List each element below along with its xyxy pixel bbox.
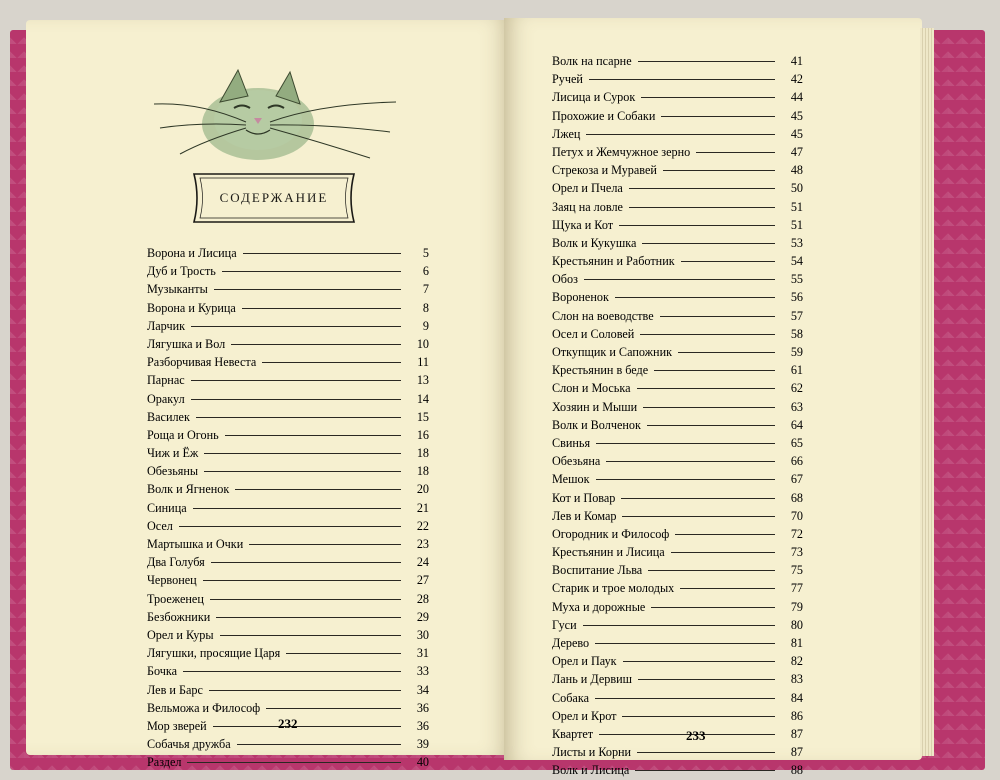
- toc-entry-title: Осел: [147, 518, 173, 533]
- toc-entry-title: Волк и Кукушка: [552, 235, 637, 250]
- toc-entry-page: 75: [790, 563, 803, 578]
- toc-entry-page: 42: [790, 72, 803, 87]
- toc-entry: [552, 198, 803, 216]
- toc-entry-page: 66: [790, 454, 803, 469]
- toc-entry-page: 45: [790, 126, 803, 141]
- toc-entry-title: Ручей: [552, 72, 583, 87]
- toc-entry-page: 16: [416, 427, 429, 442]
- toc-entry-title: Слон на воеводстве: [552, 308, 654, 323]
- leader-dash: [203, 579, 401, 581]
- toc-entry-page: 44: [790, 90, 803, 105]
- leader-dash: [586, 133, 775, 135]
- toc-entry-title: Мартышка и Очки: [147, 537, 244, 551]
- toc-entry: [552, 470, 803, 488]
- toc-entry-title: Музыканты: [147, 282, 208, 297]
- leader-dash: [222, 270, 401, 272]
- leader-dash: [179, 525, 401, 527]
- cat-face-illustration: [150, 62, 400, 172]
- toc-entry: [147, 753, 429, 771]
- toc-entry-title: Роща и Огонь: [147, 427, 219, 442]
- leader-dash: [237, 743, 401, 745]
- toc-entry: [552, 288, 803, 306]
- toc-entry: [552, 434, 803, 452]
- leader-dash: [220, 634, 401, 636]
- leader-dash: [637, 751, 775, 753]
- toc-entry: [147, 408, 429, 426]
- toc-entry-page: 68: [790, 490, 803, 505]
- leader-dash: [681, 260, 775, 262]
- toc-entry-page: 83: [790, 672, 803, 687]
- leader-dash: [242, 307, 401, 309]
- toc-entry-page: 51: [790, 217, 803, 232]
- toc-entry-page: 18: [416, 446, 429, 461]
- toc-entry-page: 30: [416, 627, 429, 642]
- right-page-number: 233: [686, 728, 706, 743]
- toc-entry-page: 40: [416, 755, 429, 770]
- toc-entry-page: 41: [790, 54, 803, 68]
- toc-entry-title: Квартет: [552, 726, 594, 741]
- toc-entry-page: 81: [790, 636, 803, 650]
- leader-dash: [191, 379, 401, 381]
- toc-entry-title: Троеженец: [147, 591, 204, 606]
- leader-dash: [583, 624, 775, 626]
- leader-dash: [235, 488, 401, 490]
- toc-entry: [147, 644, 429, 662]
- leader-dash: [640, 333, 775, 335]
- leader-dash: [637, 387, 776, 389]
- toc-entry-page: 51: [790, 199, 803, 214]
- toc-entry: [147, 444, 429, 462]
- toc-entry-title: Лисица и Сурок: [552, 90, 636, 105]
- toc-entry: [552, 743, 803, 761]
- toc-entry-title: Дуб и Трость: [147, 264, 216, 279]
- toc-entry-title: Кот и Повар: [552, 490, 616, 505]
- toc-entry-page: 15: [416, 409, 429, 424]
- toc-entry-title: Откупщик и Сапожник: [552, 345, 673, 359]
- toc-entry-page: 54: [790, 254, 803, 269]
- toc-entry-title: Крестьянин и Работник: [552, 254, 675, 269]
- toc-entry: [147, 535, 429, 553]
- toc-entry-title: Орел и Паук: [552, 654, 617, 669]
- toc-entry-page: 5: [422, 246, 429, 260]
- toc-entry-title: Два Голубя: [147, 555, 205, 570]
- leader-dash: [648, 569, 775, 571]
- toc-entry-page: 36: [416, 700, 429, 715]
- toc-entry-page: 55: [790, 272, 803, 287]
- leader-dash: [214, 288, 401, 290]
- leader-dash: [595, 642, 775, 644]
- toc-entry-title: Червонец: [147, 573, 197, 588]
- toc-entry-page: 47: [790, 144, 803, 159]
- toc-entry-page: 22: [416, 518, 429, 533]
- leader-dash: [641, 96, 775, 98]
- toc-entry: [552, 125, 803, 143]
- leader-dash: [661, 115, 775, 117]
- toc-entry: [552, 561, 803, 579]
- leader-dash: [187, 761, 401, 763]
- toc-entry: [552, 416, 803, 434]
- toc-entry: [552, 252, 803, 270]
- toc-entry-page: 64: [790, 417, 803, 432]
- toc-entry-title: Крестьянин в беде: [552, 363, 649, 378]
- toc-entry: [147, 262, 429, 280]
- toc-entry-page: 28: [416, 591, 429, 606]
- toc-entry-page: 80: [790, 617, 803, 632]
- leader-dash: [660, 315, 775, 317]
- toc-entry-title: Мешок: [552, 472, 590, 487]
- toc-entry-page: 86: [790, 708, 803, 723]
- toc-entry: [552, 652, 803, 670]
- toc-entry: [552, 343, 803, 361]
- toc-entry: [147, 480, 429, 498]
- leader-dash: [196, 416, 401, 418]
- toc-entry-page: 33: [416, 664, 429, 679]
- toc-entry-title: Вельможа и Философ: [147, 700, 261, 715]
- toc-entry: [552, 689, 803, 707]
- toc-entry-page: 13: [416, 373, 429, 388]
- toc-entry: [552, 234, 803, 252]
- toc-entry: [147, 681, 429, 699]
- toc-entry-title: Лжец: [552, 126, 581, 141]
- toc-entry-title: Хозяин и Мыши: [552, 399, 638, 414]
- toc-entry-title: Муха и дорожные: [552, 599, 646, 614]
- leader-dash: [210, 598, 401, 600]
- toc-entry-title: Оракул: [147, 391, 185, 406]
- toc-entry: [552, 634, 803, 652]
- toc-entry-title: Орел и Куры: [147, 627, 214, 642]
- toc-entry-page: 7: [422, 282, 429, 297]
- toc-entry-page: 72: [790, 526, 803, 541]
- toc-entry: [552, 452, 803, 470]
- toc-entry-title: Крестьянин и Лисица: [552, 545, 665, 560]
- leader-dash: [596, 478, 776, 480]
- toc-entry: [552, 88, 803, 106]
- toc-entry-title: Безбожники: [147, 609, 211, 624]
- toc-entry-title: Лань и Дервиш: [552, 672, 632, 687]
- toc-entry-title: Мор зверей: [147, 718, 207, 733]
- toc-entry: [552, 707, 803, 725]
- leader-dash: [622, 515, 775, 517]
- toc-entry-page: 6: [422, 264, 429, 279]
- leader-dash: [286, 652, 401, 654]
- leader-dash: [204, 452, 401, 454]
- toc-entry: [552, 507, 803, 525]
- leader-dash: [663, 169, 775, 171]
- toc-entry-page: 67: [790, 472, 803, 487]
- left-page-number: 232: [278, 716, 298, 731]
- toc-entry: [552, 70, 803, 88]
- toc-entry: [552, 307, 803, 325]
- toc-entry-title: Василек: [147, 409, 190, 424]
- toc-entry-page: 8: [422, 300, 429, 315]
- toc-entry-page: 62: [790, 381, 803, 396]
- leader-dash: [647, 424, 775, 426]
- leader-dash: [622, 715, 775, 717]
- toc-entry: [552, 670, 803, 688]
- leader-dash: [183, 670, 401, 672]
- leader-dash: [678, 351, 775, 353]
- toc-entry-title: Ворона и Лисица: [147, 246, 237, 260]
- toc-entry: [552, 598, 803, 616]
- toc-entry-title: Гуси: [552, 617, 577, 632]
- toc-entry-page: 63: [790, 399, 803, 414]
- toc-entry: [552, 398, 803, 416]
- toc-entry-title: Огородник и Философ: [552, 526, 670, 541]
- toc-entry-title: Лев и Комар: [552, 508, 617, 523]
- toc-entry-page: 34: [416, 682, 429, 697]
- leader-dash: [635, 769, 775, 771]
- toc-entry-page: 88: [790, 763, 803, 778]
- toc-entry: [147, 590, 429, 608]
- toc-entry: [147, 390, 429, 408]
- toc-entry: [552, 143, 803, 161]
- leader-dash: [589, 78, 775, 80]
- toc-entry-title: Свинья: [552, 435, 591, 450]
- leader-dash: [249, 543, 401, 545]
- leader-dash: [675, 533, 775, 535]
- toc-left-column: [147, 244, 429, 771]
- toc-entry-page: 14: [416, 391, 429, 406]
- toc-entry-page: 23: [416, 537, 429, 551]
- toc-entry-title: Орел и Крот: [552, 708, 617, 723]
- toc-entry-title: Ворона и Курица: [147, 300, 236, 315]
- toc-entry-page: 45: [790, 108, 803, 123]
- contents-heading: СОДЕРЖАНИЕ: [219, 190, 329, 205]
- leader-dash: [225, 434, 401, 436]
- toc-entry: [552, 379, 803, 397]
- toc-entry-title: Старик и трое молодых: [552, 581, 675, 596]
- toc-entry-title: Вороненок: [552, 290, 609, 305]
- toc-entry-title: Воспитание Льва: [552, 563, 643, 578]
- toc-entry-title: Бочка: [147, 664, 178, 679]
- toc-entry: [147, 462, 429, 480]
- toc-entry-page: 36: [416, 718, 429, 733]
- leader-dash: [211, 561, 401, 563]
- toc-entry-page: 20: [416, 482, 429, 497]
- toc-entry-title: Лев и Барс: [147, 682, 203, 697]
- toc-entry: [147, 280, 429, 298]
- leader-dash: [629, 187, 775, 189]
- toc-entry-page: 58: [790, 326, 803, 341]
- toc-entry: [552, 543, 803, 561]
- toc-entry-page: 56: [790, 290, 803, 305]
- toc-right-column: [552, 52, 803, 780]
- toc-entry: [552, 725, 803, 743]
- toc-entry: [147, 735, 429, 753]
- toc-entry-page: 87: [790, 726, 803, 741]
- leader-dash: [629, 206, 775, 208]
- toc-entry: [147, 699, 429, 717]
- leader-dash: [266, 707, 401, 709]
- toc-entry: [552, 761, 803, 779]
- toc-entry-title: Дерево: [552, 636, 590, 650]
- toc-entry-page: 11: [417, 355, 429, 370]
- toc-entry-title: Собачья дружба: [147, 737, 231, 752]
- leader-dash: [209, 689, 401, 691]
- toc-entry-page: 59: [790, 345, 803, 359]
- leader-dash: [671, 551, 775, 553]
- toc-entry-title: Волк на псарне: [552, 54, 632, 68]
- toc-entry-page: 9: [422, 318, 429, 333]
- toc-entry-page: 77: [790, 581, 803, 596]
- toc-entry: [552, 179, 803, 197]
- toc-entry-page: 21: [416, 500, 429, 515]
- toc-entry: [147, 371, 429, 389]
- toc-entry: [552, 489, 803, 507]
- toc-entry-title: Обезьяны: [147, 464, 199, 479]
- toc-entry-page: 70: [790, 508, 803, 523]
- leader-dash: [696, 151, 775, 153]
- leader-dash: [193, 507, 401, 509]
- toc-entry: [552, 52, 803, 70]
- toc-entry-page: 39: [416, 737, 429, 752]
- toc-entry-page: 65: [790, 435, 803, 450]
- toc-entry-title: Волк и Ягненок: [147, 482, 230, 497]
- toc-entry-title: Ларчик: [147, 318, 186, 333]
- toc-entry-title: Разборчивая Невеста: [147, 355, 257, 370]
- leader-dash: [621, 497, 775, 499]
- toc-entry-page: 57: [790, 308, 803, 323]
- toc-entry-page: 10: [416, 336, 429, 351]
- leader-dash: [262, 361, 401, 363]
- toc-entry: [147, 626, 429, 644]
- leader-dash: [204, 470, 401, 472]
- toc-entry-page: 79: [790, 599, 803, 614]
- toc-entry: [147, 353, 429, 371]
- toc-entry: [147, 335, 429, 353]
- toc-entry-title: Лягушка и Вол: [147, 336, 226, 351]
- leader-dash: [216, 616, 401, 618]
- toc-entry-page: 29: [416, 609, 429, 624]
- toc-entry-page: 84: [790, 690, 803, 705]
- leader-dash: [191, 398, 401, 400]
- toc-entry: [147, 571, 429, 589]
- toc-entry-page: 18: [416, 464, 429, 479]
- toc-entry-title: Орел и Пчела: [552, 181, 623, 196]
- toc-entry: [147, 517, 429, 535]
- toc-entry-page: 61: [790, 363, 803, 378]
- toc-entry-page: 53: [790, 235, 803, 250]
- toc-entry-title: Прохожие и Собаки: [552, 108, 656, 123]
- leader-dash: [623, 660, 775, 662]
- leader-dash: [642, 242, 775, 244]
- toc-entry-title: Петух и Жемчужное зерно: [552, 144, 691, 159]
- leader-dash: [619, 224, 775, 226]
- toc-entry: [147, 244, 429, 262]
- toc-entry-page: 31: [416, 646, 429, 661]
- leader-dash: [191, 325, 401, 327]
- toc-entry-title: Собака: [552, 690, 589, 705]
- toc-entry: [552, 361, 803, 379]
- toc-entry-title: Волк и Волченок: [552, 417, 641, 432]
- toc-entry: [147, 662, 429, 680]
- toc-entry-title: Волк и Лисица: [552, 763, 630, 778]
- leader-dash: [243, 252, 401, 254]
- toc-entry: [147, 608, 429, 626]
- leader-dash: [231, 343, 401, 345]
- toc-entry: [147, 426, 429, 444]
- leader-dash: [651, 606, 775, 608]
- toc-entry-title: Заяц на ловле: [552, 199, 623, 214]
- leader-dash: [638, 678, 775, 680]
- toc-entry-title: Лягушки, просящие Царя: [147, 646, 281, 661]
- toc-entry-title: Листы и Корни: [552, 745, 632, 760]
- toc-entry-title: Осел и Соловей: [552, 326, 635, 341]
- toc-entry-title: Обезьяна: [552, 454, 601, 469]
- toc-entry-page: 82: [790, 654, 803, 669]
- toc-entry-page: 50: [790, 181, 803, 196]
- leader-dash: [584, 278, 775, 280]
- toc-entry-page: 48: [790, 163, 803, 178]
- toc-entry: [552, 216, 803, 234]
- toc-entry-page: 73: [790, 545, 803, 560]
- toc-entry-title: Синица: [147, 500, 187, 515]
- toc-entry: [552, 270, 803, 288]
- leader-dash: [638, 60, 775, 62]
- leader-dash: [654, 369, 775, 371]
- toc-entry: [147, 553, 429, 571]
- leader-dash: [595, 697, 775, 699]
- toc-entry-title: Стрекоза и Муравей: [552, 163, 657, 178]
- toc-entry-title: Чиж и Ёж: [147, 446, 199, 461]
- toc-entry: [552, 616, 803, 634]
- leader-dash: [643, 406, 775, 408]
- leader-dash: [213, 725, 401, 727]
- toc-entry: [147, 299, 429, 317]
- leader-dash: [606, 460, 775, 462]
- page-edges: [920, 28, 934, 756]
- toc-entry-title: Слон и Моська: [552, 381, 631, 396]
- toc-entry: [552, 325, 803, 343]
- toc-entry: [552, 525, 803, 543]
- toc-entry: [552, 579, 803, 597]
- toc-entry-page: 87: [790, 745, 803, 760]
- leader-dash: [596, 442, 775, 444]
- leader-dash: [615, 296, 775, 298]
- toc-entry: [552, 161, 803, 179]
- toc-entry-title: Парнас: [147, 373, 185, 388]
- toc-entry-page: 27: [416, 573, 429, 588]
- toc-entry: [147, 317, 429, 335]
- toc-entry: [147, 499, 429, 517]
- toc-entry: [552, 107, 803, 125]
- toc-entry-title: Раздел: [147, 755, 182, 770]
- toc-entry-title: Обоз: [552, 272, 578, 287]
- leader-dash: [680, 587, 775, 589]
- toc-entry-page: 24: [416, 555, 429, 570]
- toc-entry-title: Щука и Кот: [552, 217, 614, 232]
